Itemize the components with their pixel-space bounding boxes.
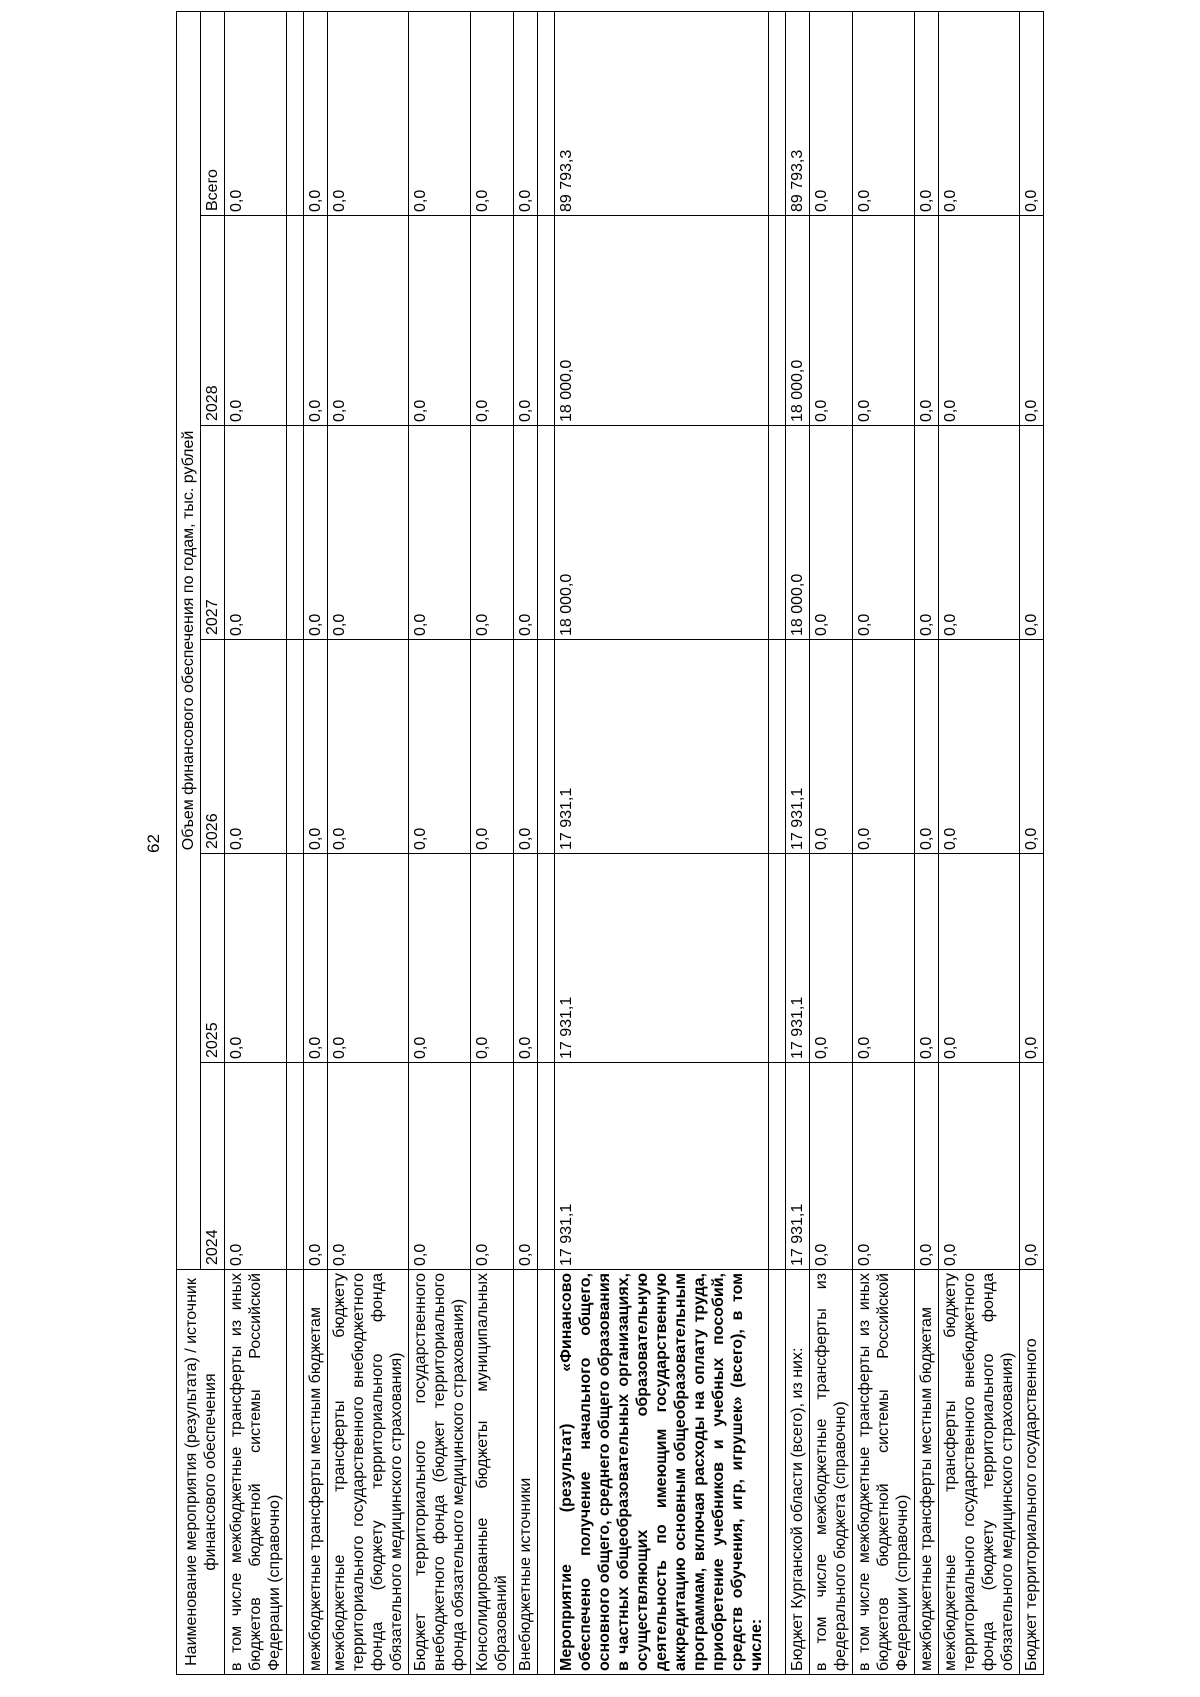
row-value: 0,0 bbox=[514, 1063, 538, 1270]
row-value: 17 931,1 bbox=[555, 854, 769, 1063]
row-value: 0,0 bbox=[939, 1063, 1020, 1270]
header-row-1 bbox=[177, 11, 201, 1674]
table-row bbox=[1020, 11, 1044, 1674]
gap-cell bbox=[769, 1270, 786, 1675]
row-value: 0,0 bbox=[853, 640, 915, 854]
gap-cell bbox=[538, 426, 555, 640]
row-value: 0,0 bbox=[853, 426, 915, 640]
row-value: 0,0 bbox=[853, 854, 915, 1063]
row-value: 17 931,1 bbox=[555, 1063, 769, 1270]
gap-cell bbox=[287, 1270, 304, 1675]
row-value: 0,0 bbox=[304, 854, 328, 1063]
header-year: 2025 bbox=[201, 854, 225, 1063]
row-total: 0,0 bbox=[939, 11, 1020, 215]
row-name: Консолидированные бюджеты муниципальных образований bbox=[471, 1270, 514, 1675]
header-year: 2026 bbox=[201, 640, 225, 854]
row-value: 0,0 bbox=[471, 1063, 514, 1270]
row-value: 17 931,1 bbox=[786, 1063, 810, 1270]
gap-cell bbox=[287, 11, 304, 215]
row-name: Бюджет Курганской области (всего), из них: bbox=[786, 1270, 810, 1675]
row-value: 18 000,0 bbox=[555, 426, 769, 640]
row-value: 0,0 bbox=[225, 426, 287, 640]
row-value: 0,0 bbox=[810, 640, 853, 854]
gap-cell bbox=[769, 216, 786, 426]
row-value: 0,0 bbox=[514, 426, 538, 640]
row-value: 0,0 bbox=[810, 216, 853, 426]
gap-cell bbox=[769, 640, 786, 854]
row-value: 0,0 bbox=[225, 640, 287, 854]
row-value: 0,0 bbox=[810, 426, 853, 640]
table-row bbox=[409, 11, 471, 1674]
gap-cell bbox=[538, 11, 555, 215]
row-value: 0,0 bbox=[304, 216, 328, 426]
header-volume-title: Объем финансового обеспечения по годам, тыс. рублей bbox=[177, 11, 201, 1269]
row-value: 0,0 bbox=[939, 640, 1020, 854]
gap-cell bbox=[769, 11, 786, 215]
gap-cell bbox=[538, 640, 555, 854]
row-value: 0,0 bbox=[1020, 426, 1044, 640]
row-total: 89 793,3 bbox=[555, 11, 769, 215]
row-value: 0,0 bbox=[225, 1063, 287, 1270]
table-row bbox=[304, 11, 328, 1674]
row-value: 0,0 bbox=[514, 854, 538, 1063]
table-row bbox=[225, 11, 287, 1674]
row-value: 0,0 bbox=[471, 640, 514, 854]
row-value: 0,0 bbox=[409, 216, 471, 426]
gap-cell bbox=[769, 426, 786, 640]
table-row bbox=[939, 11, 1020, 1674]
gap-cell bbox=[538, 1063, 555, 1270]
table-row bbox=[471, 11, 514, 1674]
gap-cell bbox=[287, 1063, 304, 1270]
row-name: межбюджетные трансферты бюджету территориального государственного внебюджетного фонда (бюджету территориального фонда обязательного медицинского страхования) bbox=[939, 1270, 1020, 1675]
row-value: 0,0 bbox=[939, 854, 1020, 1063]
table-body bbox=[225, 11, 1044, 1674]
row-value: 0,0 bbox=[304, 426, 328, 640]
row-total: 0,0 bbox=[225, 11, 287, 215]
row-gap bbox=[287, 11, 304, 1674]
row-name: межбюджетные трансферты местным бюджетам bbox=[915, 1270, 939, 1675]
row-gap bbox=[538, 11, 555, 1674]
row-total: 89 793,3 bbox=[786, 11, 810, 215]
row-value: 0,0 bbox=[915, 640, 939, 854]
row-value: 0,0 bbox=[1020, 216, 1044, 426]
table-row bbox=[915, 11, 939, 1674]
rotated-page bbox=[140, 12, 1194, 1675]
row-total: 0,0 bbox=[409, 11, 471, 215]
row-value: 0,0 bbox=[514, 640, 538, 854]
row-total: 0,0 bbox=[328, 11, 409, 215]
gap-cell bbox=[287, 640, 304, 854]
row-total: 0,0 bbox=[810, 11, 853, 215]
row-name: в том числе межбюджетные трансферты из иных бюджетов бюджетной системы Российской Федерации (справочно) bbox=[853, 1270, 915, 1675]
row-name: Бюджет территориального государственного bbox=[1020, 1270, 1044, 1675]
row-value: 0,0 bbox=[328, 426, 409, 640]
gap-cell bbox=[538, 1270, 555, 1675]
row-total: 0,0 bbox=[1020, 11, 1044, 215]
row-name: Внебюджетные источники bbox=[514, 1270, 538, 1675]
header-year: 2028 bbox=[201, 216, 225, 426]
row-name: Бюджет территориального государственного внебюджетного фонда (бюджет территориального фонда обязательного медицинского страхования) bbox=[409, 1270, 471, 1675]
table-row bbox=[514, 11, 538, 1674]
row-value: 0,0 bbox=[409, 854, 471, 1063]
gap-cell bbox=[769, 1063, 786, 1270]
row-value: 0,0 bbox=[409, 640, 471, 854]
row-value: 0,0 bbox=[853, 1063, 915, 1270]
row-value: 0,0 bbox=[471, 216, 514, 426]
table-row bbox=[786, 11, 810, 1674]
row-value: 0,0 bbox=[939, 216, 1020, 426]
row-value: 0,0 bbox=[1020, 1063, 1044, 1270]
row-value: 0,0 bbox=[471, 426, 514, 640]
row-name: в том числе межбюджетные трансферты из федерального бюджета (справочно) bbox=[810, 1270, 853, 1675]
financing-table bbox=[176, 11, 1044, 1675]
row-value: 0,0 bbox=[939, 426, 1020, 640]
row-value: 0,0 bbox=[225, 854, 287, 1063]
header-year: 2027 bbox=[201, 426, 225, 640]
row-total: 0,0 bbox=[514, 11, 538, 215]
row-value: 18 000,0 bbox=[786, 216, 810, 426]
row-value: 0,0 bbox=[328, 216, 409, 426]
row-total: 0,0 bbox=[915, 11, 939, 215]
row-total: 0,0 bbox=[304, 11, 328, 215]
row-name: Мероприятие (результат) «Финансово обеспечено получение начального общего, основного общего, среднего общего образования в частных общеобразовательных организациях, осуществляющих образовательную деятельность по имеющим государственную аккредитацию основным общеобразовательным программам, включая расходы на оплату труда, приобретение учебников и учебных пособий, средств обучения, игр, игрушек» (всего), в том числе: bbox=[555, 1270, 769, 1675]
table-row bbox=[810, 11, 853, 1674]
table-row bbox=[328, 11, 409, 1674]
row-value: 0,0 bbox=[328, 854, 409, 1063]
row-name: межбюджетные трансферты бюджету территориального государственного внебюджетного фонда (бюджету территориального фонда обязательного медицинского страхования) bbox=[328, 1270, 409, 1675]
row-value: 0,0 bbox=[1020, 854, 1044, 1063]
row-value: 0,0 bbox=[915, 216, 939, 426]
row-value: 0,0 bbox=[915, 854, 939, 1063]
table-row bbox=[555, 11, 769, 1674]
gap-cell bbox=[769, 854, 786, 1063]
row-name: межбюджетные трансферты местным бюджетам bbox=[304, 1270, 328, 1675]
row-value: 0,0 bbox=[810, 1063, 853, 1270]
row-value: 0,0 bbox=[810, 854, 853, 1063]
gap-cell bbox=[287, 426, 304, 640]
gap-cell bbox=[538, 854, 555, 1063]
row-value: 0,0 bbox=[1020, 640, 1044, 854]
row-value: 17 931,1 bbox=[555, 640, 769, 854]
row-name: в том числе межбюджетные трансферты из иных бюджетов бюджетной системы Российской Федерации (справочно) bbox=[225, 1270, 287, 1675]
table-row bbox=[853, 11, 915, 1674]
row-total: 0,0 bbox=[853, 11, 915, 215]
header-total: Всего bbox=[201, 11, 225, 215]
row-value: 0,0 bbox=[471, 854, 514, 1063]
gap-cell bbox=[287, 854, 304, 1063]
gap-cell bbox=[287, 216, 304, 426]
row-value: 0,0 bbox=[853, 216, 915, 426]
row-gap bbox=[769, 11, 786, 1674]
row-value: 18 000,0 bbox=[786, 426, 810, 640]
row-value: 0,0 bbox=[304, 640, 328, 854]
header-year: 2024 bbox=[201, 1063, 225, 1270]
row-value: 18 000,0 bbox=[555, 216, 769, 426]
header-name-column: Наименование мероприятия (результата) / источник финансового обеспечения bbox=[177, 1270, 225, 1675]
gap-cell bbox=[538, 216, 555, 426]
row-value: 17 931,1 bbox=[786, 854, 810, 1063]
row-value: 0,0 bbox=[915, 426, 939, 640]
row-value: 0,0 bbox=[409, 1063, 471, 1270]
row-value: 0,0 bbox=[915, 1063, 939, 1270]
row-value: 0,0 bbox=[225, 216, 287, 426]
row-value: 0,0 bbox=[304, 1063, 328, 1270]
row-value: 0,0 bbox=[514, 216, 538, 426]
row-total: 0,0 bbox=[471, 11, 514, 215]
row-value: 17 931,1 bbox=[786, 640, 810, 854]
page-number: 62 bbox=[144, 834, 163, 853]
row-value: 0,0 bbox=[328, 640, 409, 854]
row-value: 0,0 bbox=[409, 426, 471, 640]
row-value: 0,0 bbox=[328, 1063, 409, 1270]
